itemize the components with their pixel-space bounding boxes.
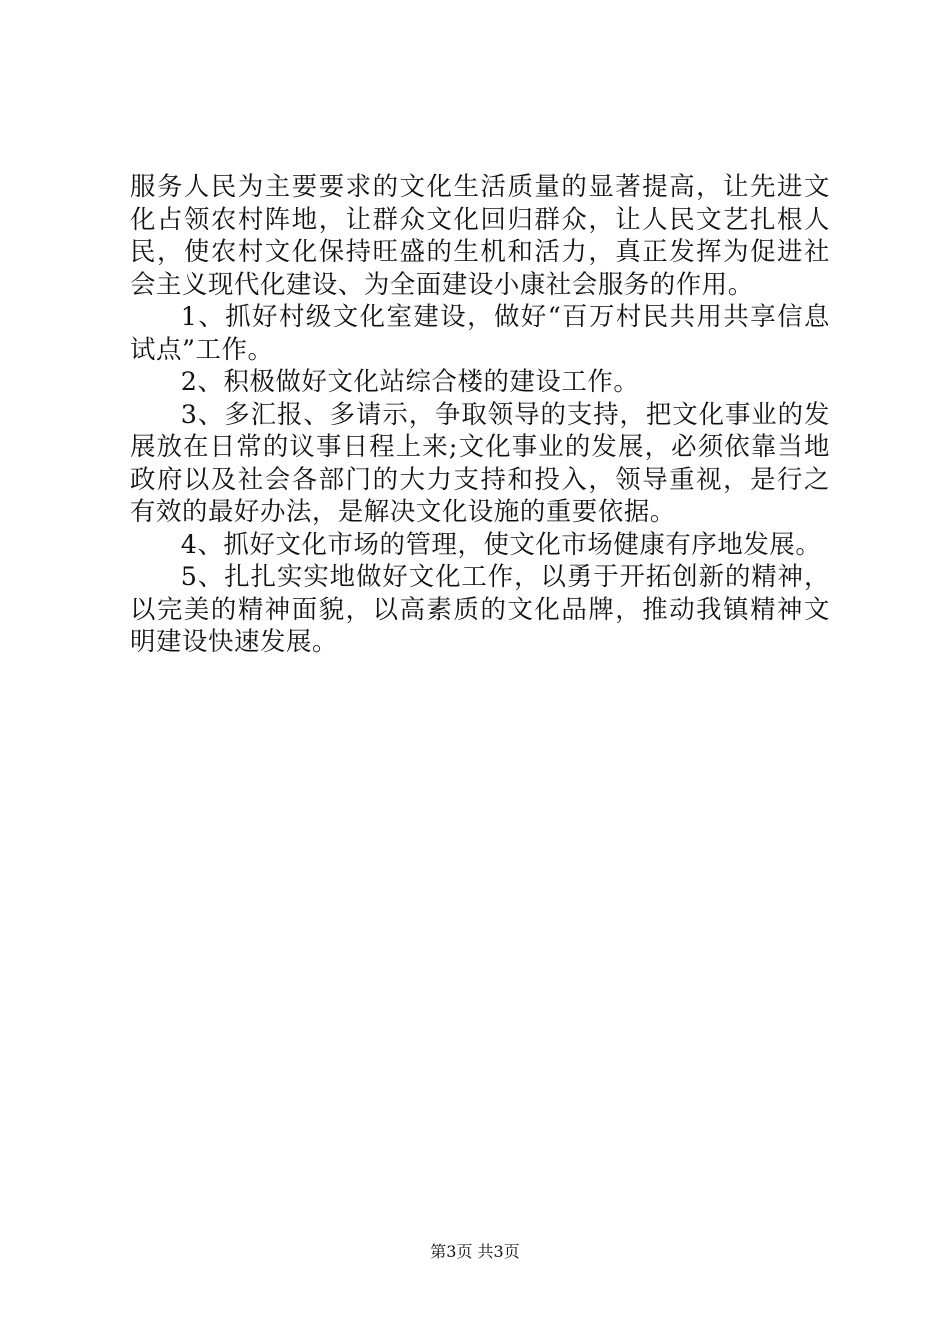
- list-item-2: 2、积极做好文化站综合楼的建设工作。: [180, 366, 640, 396]
- paragraph-continuation: 服务人民为主要要求的文化生活质量的显著提高，让先进文化占领农村阵地，让群众文化回归群众，让人民文艺扎根人民，使农村文化保持旺盛的生机和活力，真正发挥为促进社会主义现代化建设、为全面建设小康社会服务的作用。: [130, 171, 830, 299]
- list-item-4: 4、抓好文化市场的管理，使文化市场健康有序地发展。: [180, 528, 822, 559]
- list-item-1: 1、抓好村级文化室建设，做好“百万村民共用共享信息试点”工作。: [130, 301, 830, 364]
- page-number-footer: 第3页 共3页: [430, 1242, 520, 1261]
- list-item-3: 3、多汇报、多请示，争取领导的支持，把文化事业的发展放在日常的议事日程上来;文化事业的发展，必须依靠当地政府以及社会各部门的大力支持和投入，领导重视，是行之有效的最好办法，是解决文化设施的重要依据。: [130, 398, 830, 526]
- list-item-5: 5、扎扎实实地做好文化工作，以勇于开拓创新的精神，以完美的精神面貌，以高素质的文化品牌，推动我镇精神文明建设快速发展。: [130, 561, 830, 656]
- document-body: [130, 170, 830, 658]
